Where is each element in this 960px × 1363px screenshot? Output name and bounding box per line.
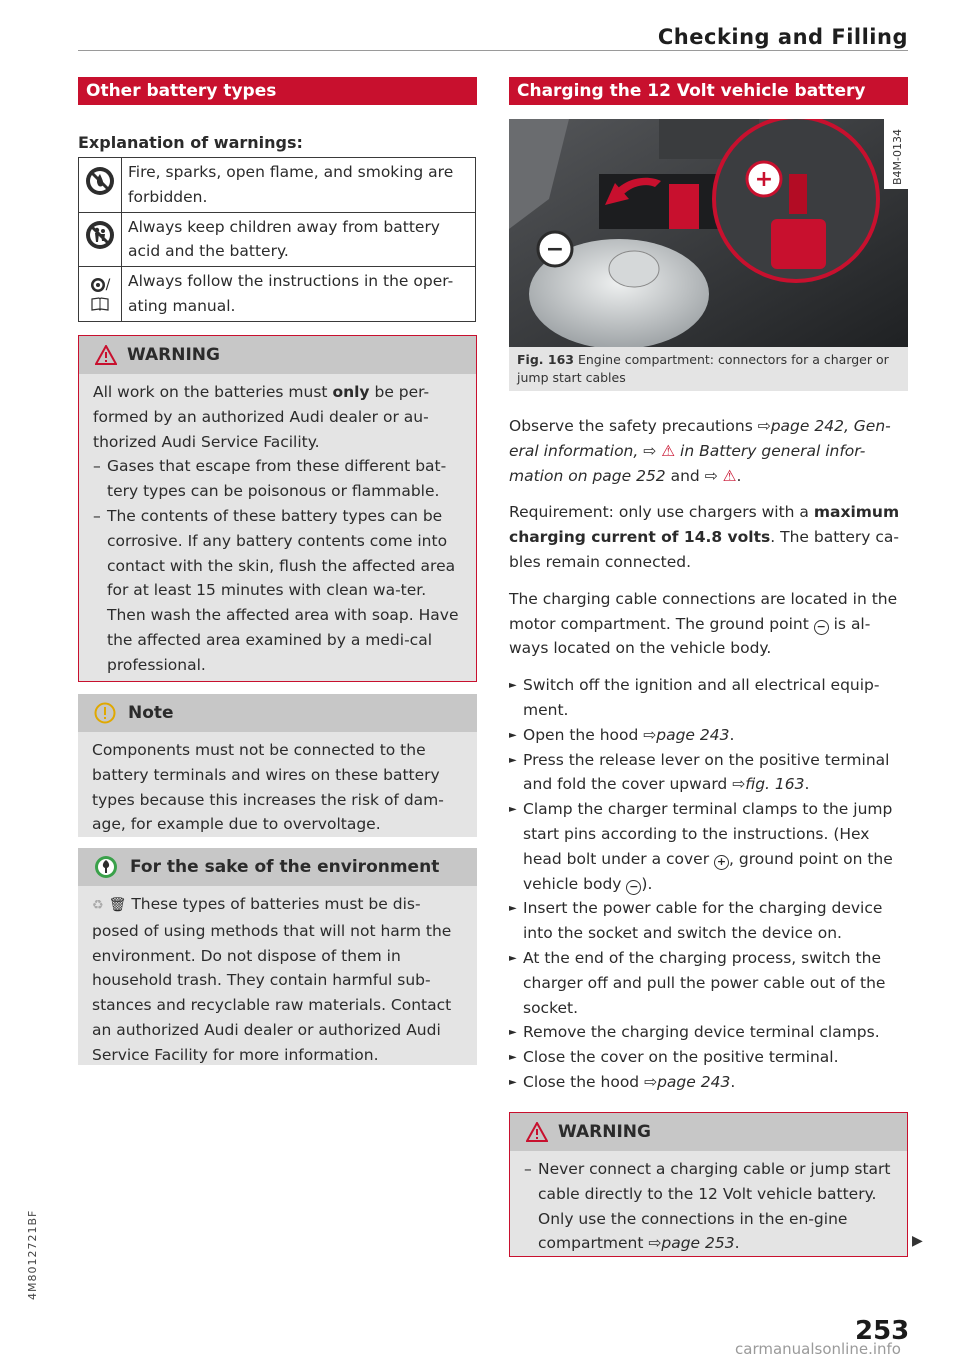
table-row: [79, 212, 476, 267]
no-fire-icon: [85, 166, 115, 196]
warning-title: WARNING: [558, 1122, 651, 1142]
warning-list: [524, 1157, 893, 1256]
warning-list: [93, 454, 462, 677]
list-item: ► Clamp the charger terminal clamps to the jump start pins according to the instructions. (Hex head bolt under a cover + , ground point on the vehicle body − ).: [509, 797, 908, 896]
note-title: Note: [128, 703, 174, 723]
note-text: Components must not be connected to the battery terminals and wires on these battery types because this increases the risk of dam-age, for example due to overvoltage.: [92, 741, 444, 834]
header-rule: [78, 50, 908, 51]
warning-triangle-icon: ⚠: [722, 466, 737, 485]
link-fig-163[interactable]: fig. 163: [745, 775, 805, 794]
plus-circle-icon: +: [714, 855, 729, 870]
list-item: ► Press the release lever on the positive terminal and fold the cover upward ⇨fig. 163.: [509, 748, 908, 798]
figure-plus-label: +: [754, 167, 774, 192]
environment-header: [78, 848, 477, 886]
arrow-icon: ⇨: [757, 417, 771, 435]
page-number: 253: [855, 1316, 910, 1346]
steps-list: [509, 673, 908, 1095]
list-item: ► Open the hood ⇨page 243.: [509, 723, 908, 748]
no-trash-bin-icon: 🗑: [108, 897, 127, 913]
keep-children-away-icon: [85, 220, 115, 250]
warning-header: [510, 1113, 907, 1151]
safety-paragraph: Observe the safety precautions ⇨page 242, Gen-eral information, ⇨ ⚠ in Battery general infor-mation on page 252 and ⇨ ⚠.: [509, 417, 891, 485]
note-info-icon: [94, 702, 116, 724]
table-row: [79, 158, 476, 213]
connections-paragraph: The charging cable connections are located in the motor compartment. The ground point − is al-ways located on the vehicle body.: [509, 589, 898, 658]
arrow-icon: ⇨: [732, 775, 746, 794]
caption-text: Engine compartment: connectors for a charger or jump start cables: [517, 352, 889, 385]
table-row: [79, 267, 476, 322]
link-page-242[interactable]: page 242, Gen-eral information,: [509, 417, 891, 460]
engine-compartment-image: [509, 119, 908, 347]
warning-title: WARNING: [127, 345, 220, 365]
left-title-bar: Other battery types: [78, 77, 477, 105]
warning-intro: All work on the batteries must only be per-formed by an authorized Audi dealer or au-thorized Audi Service Facility.: [93, 383, 430, 451]
document-code: 4M8012721BF: [26, 1209, 39, 1300]
warning-symbol-table: [78, 157, 476, 322]
manual-icon: [91, 297, 109, 311]
environment-tree-icon: [94, 855, 118, 879]
link-page-253[interactable]: page 253: [661, 1234, 735, 1253]
environment-box: [78, 848, 477, 1065]
note-header: [78, 694, 477, 732]
running-header: Checking and Filling: [657, 25, 908, 49]
list-item: – Never connect a charging cable or jump start cable directly to the 12 Volt vehicle battery. Only use the connections in the en-gine compartment ⇨page 253.: [524, 1157, 893, 1256]
warning-text: Always keep children away from battery acid and the battery.: [122, 212, 476, 267]
list-item: ► At the end of the charging process, switch the charger off and pull the power cable out of the socket.: [509, 946, 908, 1020]
arrow-icon: ⇨: [704, 466, 718, 485]
warning-header: [79, 336, 476, 374]
list-item: ► Close the cover on the positive terminal.: [509, 1045, 908, 1070]
continue-arrow-icon: ▶: [912, 1233, 923, 1249]
figure-caption: [509, 347, 908, 391]
figure-minus-label: −: [545, 237, 565, 262]
warning-triangle-icon: [526, 1122, 548, 1142]
warning-text: Fire, sparks, open flame, and smoking are forbidden.: [122, 158, 476, 213]
link-page-243[interactable]: page 243: [657, 1072, 731, 1091]
note-box: [78, 694, 477, 837]
list-item: – The contents of these battery types can be corrosive. If any battery contents come into contact with the skin, flush the affected area for at least 15 minutes with clean wa-ter. Then wash the affected area with soap. Have the affected area examined by a medi-cal professional.: [93, 504, 462, 678]
left-warning-box: [78, 335, 477, 682]
caption-label: Fig. 163: [517, 352, 574, 367]
eye-warning-icon: [90, 277, 106, 293]
list-item: ► Remove the charging device terminal clamps.: [509, 1020, 908, 1045]
right-title-bar: Charging the 12 Volt vehicle battery: [509, 77, 908, 105]
list-item: – Gases that escape from these different bat-tery types can be poisonous or flammable.: [93, 454, 462, 504]
environment-title: For the sake of the environment: [130, 857, 440, 877]
right-warning-box: [509, 1112, 908, 1257]
right-body: [509, 414, 908, 1095]
list-item: ► Close the hood ⇨page 243.: [509, 1070, 908, 1095]
warning-triangle-icon: [95, 345, 117, 365]
explanation-heading: Explanation of warnings:: [78, 133, 303, 152]
link-page-252[interactable]: in Battery general infor-mation on page 252: [509, 441, 866, 485]
arrow-icon: ⇨: [643, 441, 657, 460]
engine-figure: [509, 119, 908, 347]
warning-text: Always follow the instructions in the oper-ating manual.: [122, 267, 476, 322]
link-page-243[interactable]: page 243: [656, 725, 730, 744]
minus-circle-icon: −: [814, 620, 829, 635]
list-item: ► Insert the power cable for the charging device into the socket and switch the device on.: [509, 896, 908, 946]
arrow-icon: ⇨: [648, 1234, 662, 1253]
icon-separator: /: [105, 277, 111, 294]
environment-text: ♻ 🗑 These types of batteries must be dis-posed of using methods that will not harm the environment. Do not dispose of them in household trash. They contain harmful sub-stances and recyclable raw materials. Contact an authorized Audi dealer or authorized Audi Service Facility for more information.: [92, 895, 452, 1064]
list-item: ► Switch off the ignition and all electrical equip-ment.: [509, 673, 908, 723]
requirement-paragraph: Requirement: only use chargers with a maximum charging current of 14.8 volts. The battery ca-bles remain connected.: [509, 503, 900, 571]
watermark: carmanualsonline.info: [735, 1340, 901, 1358]
recycle-icon: ♻: [92, 898, 104, 913]
arrow-icon: ⇨: [643, 725, 657, 744]
minus-circle-icon: −: [626, 880, 641, 895]
figure-code: B4M-0134: [891, 129, 904, 185]
arrow-icon: ⇨: [644, 1072, 658, 1091]
warning-triangle-icon: ⚠: [661, 441, 676, 460]
